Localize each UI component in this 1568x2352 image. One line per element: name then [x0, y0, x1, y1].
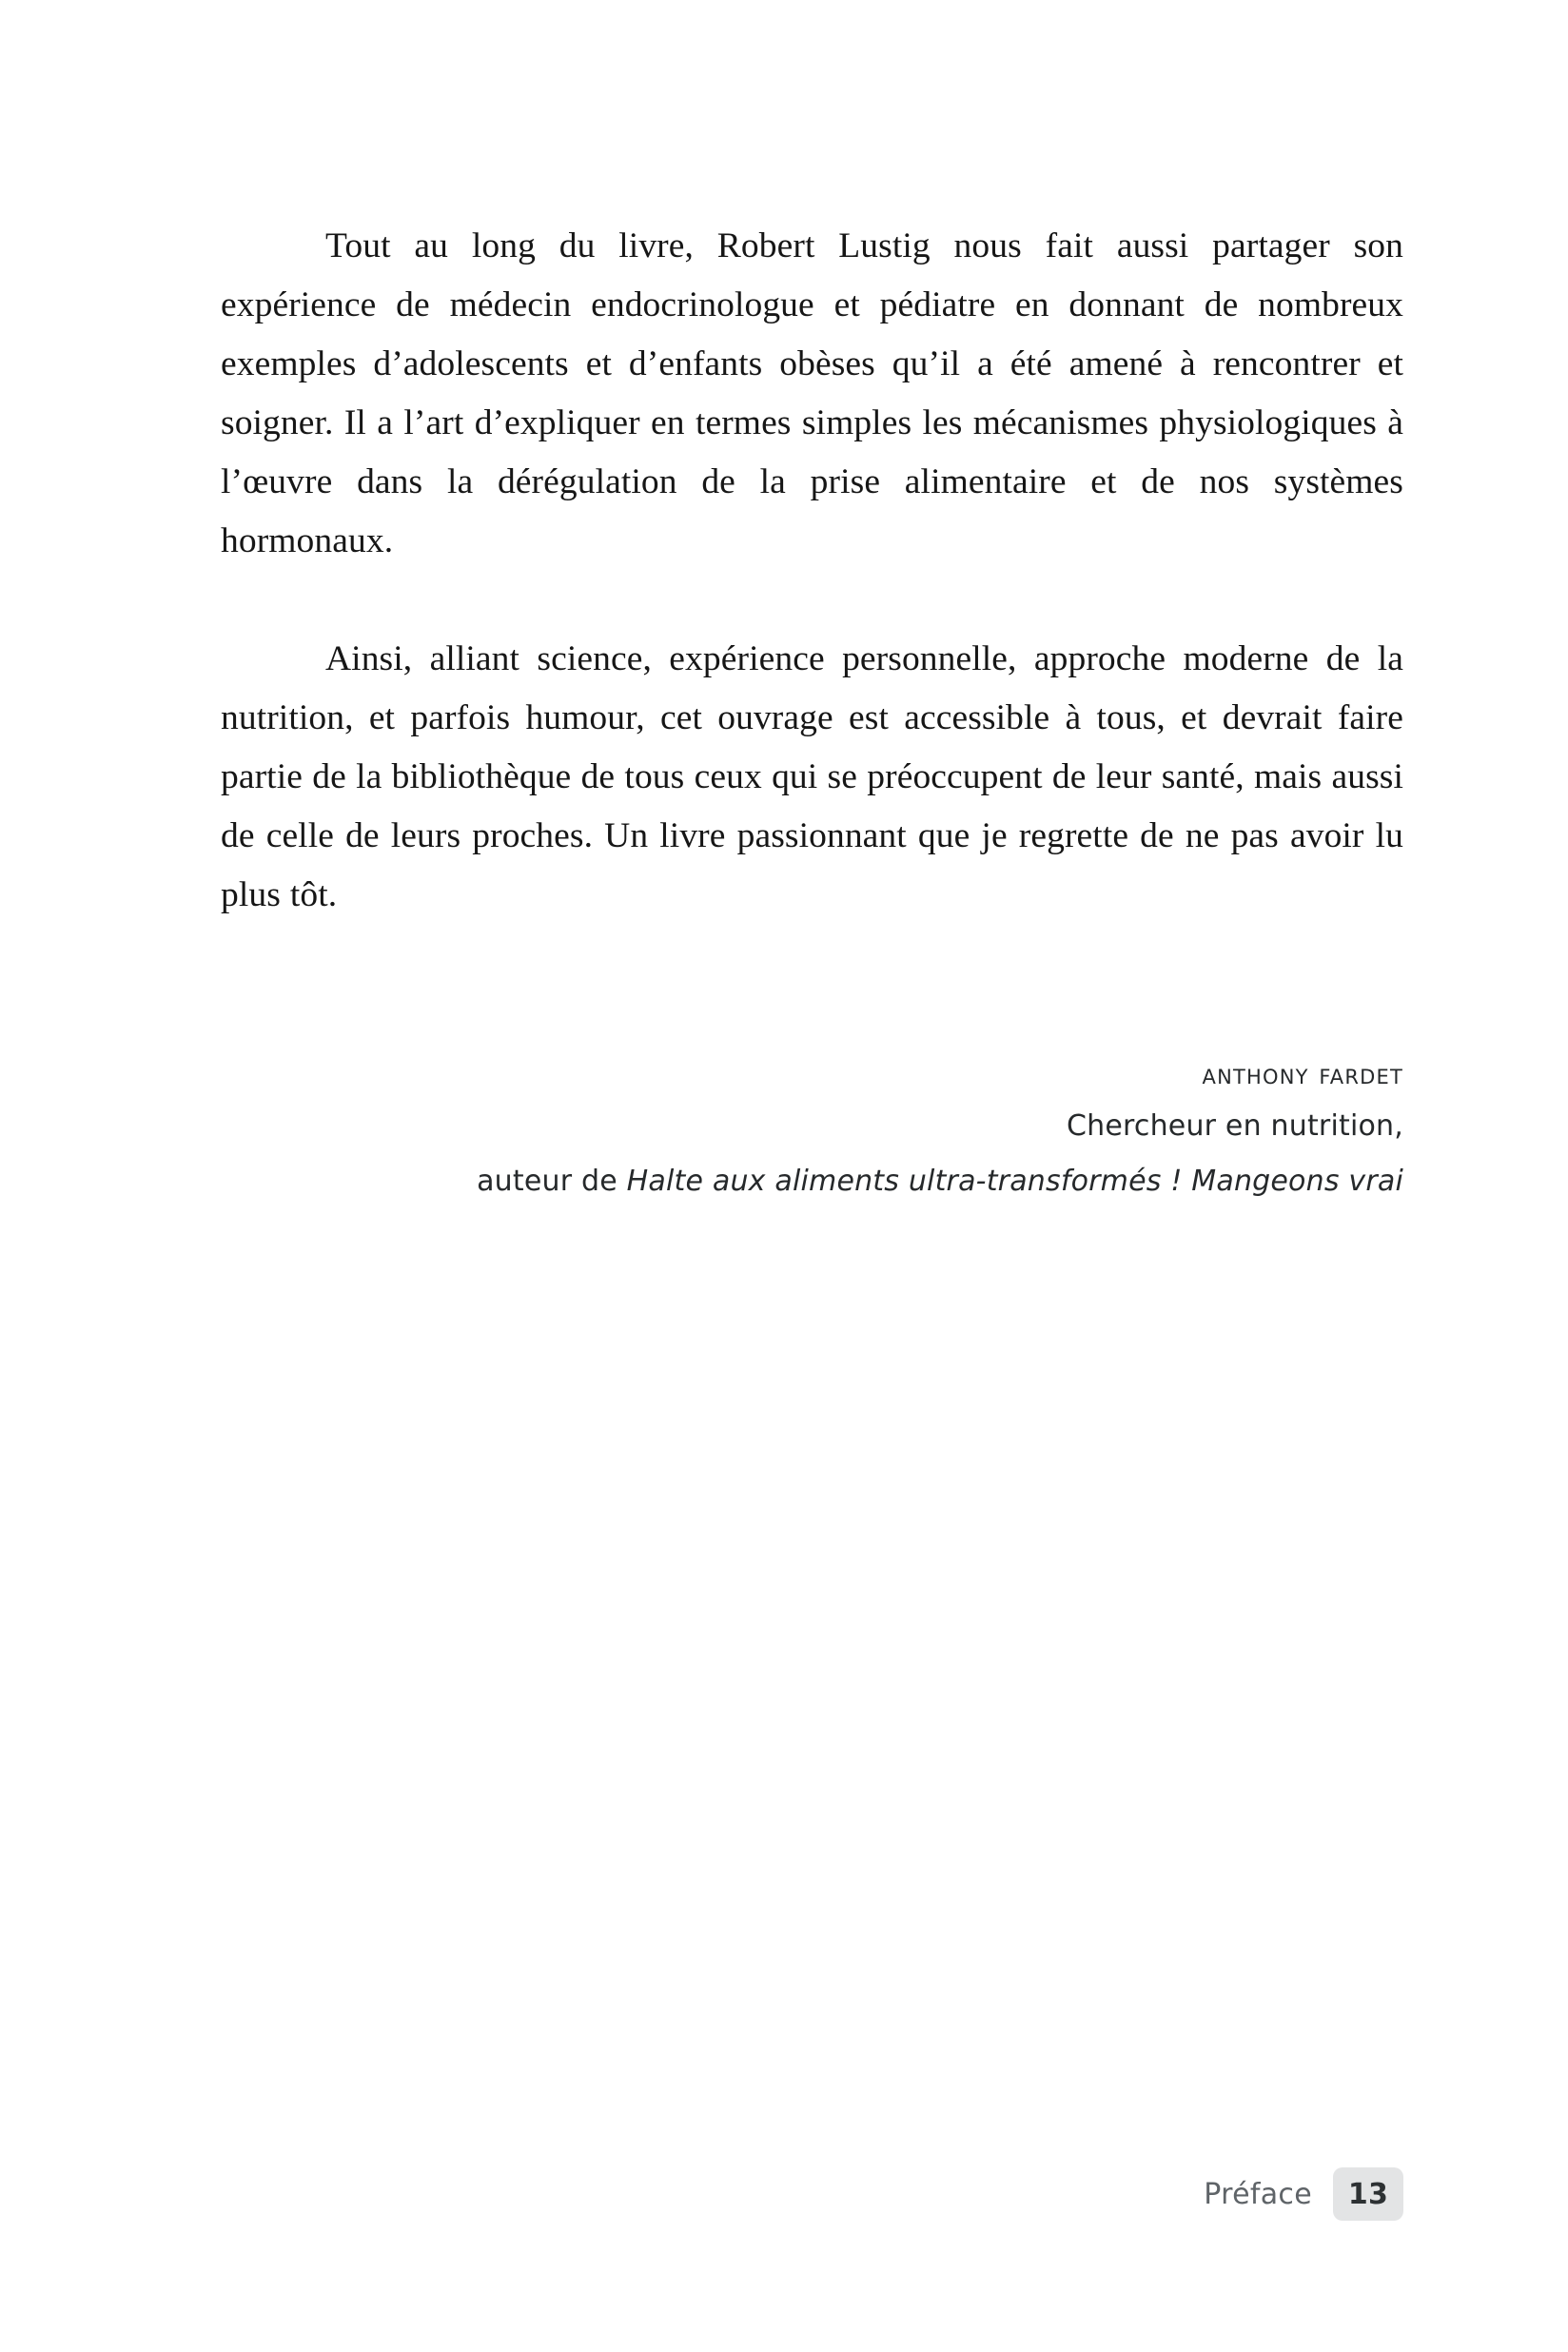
signature-book-credit [221, 1154, 1403, 1209]
signature-author-role: Chercheur en nutrition, [1066, 1109, 1403, 1143]
page-footer [0, 2167, 1568, 2234]
page-number: 13 [1347, 2177, 1389, 2211]
signature-credit-prefix: auteur de [477, 1165, 627, 1198]
signature-book-title: Halte aux aliments ultra-transformés ! Mangeons vrai [626, 1165, 1403, 1198]
paragraph-2: Ainsi, alliant science, expérience personnelle, approche moderne de la nutrition, et parfois humour, cet ouvrage est accessible à tous, et devrait faire partie de la bibliothèque de tous ceux qui se préoccupent de leur santé, mais aussi de celle de leurs proches. Un livre passionnant que je regrette de ne pas avoir lu plus tôt. [221, 639, 1403, 914]
footer-inner [1204, 2167, 1403, 2221]
signature-author-name: anthony fardet [1202, 1058, 1403, 1091]
signature-block [221, 1051, 1403, 1209]
page-number-badge [1333, 2167, 1403, 2221]
paragraph-1: Tout au long du livre, Robert Lustig nous fait aussi partager son expérience de médecin endocrinologue et pédiatre en donnant de nombreux exemples d’adolescents et d’enfants obèses qu’il a été amené à rencontrer et soigner. Il a l’art d’expliquer en termes simples les mécanismes physiologiques à l’œuvre dans la dérégulation de la prise alimentaire et de nos systèmes hormonaux. [221, 226, 1403, 560]
footer-section-label: Préface [1204, 2177, 1312, 2211]
body-text-block [221, 217, 1403, 925]
